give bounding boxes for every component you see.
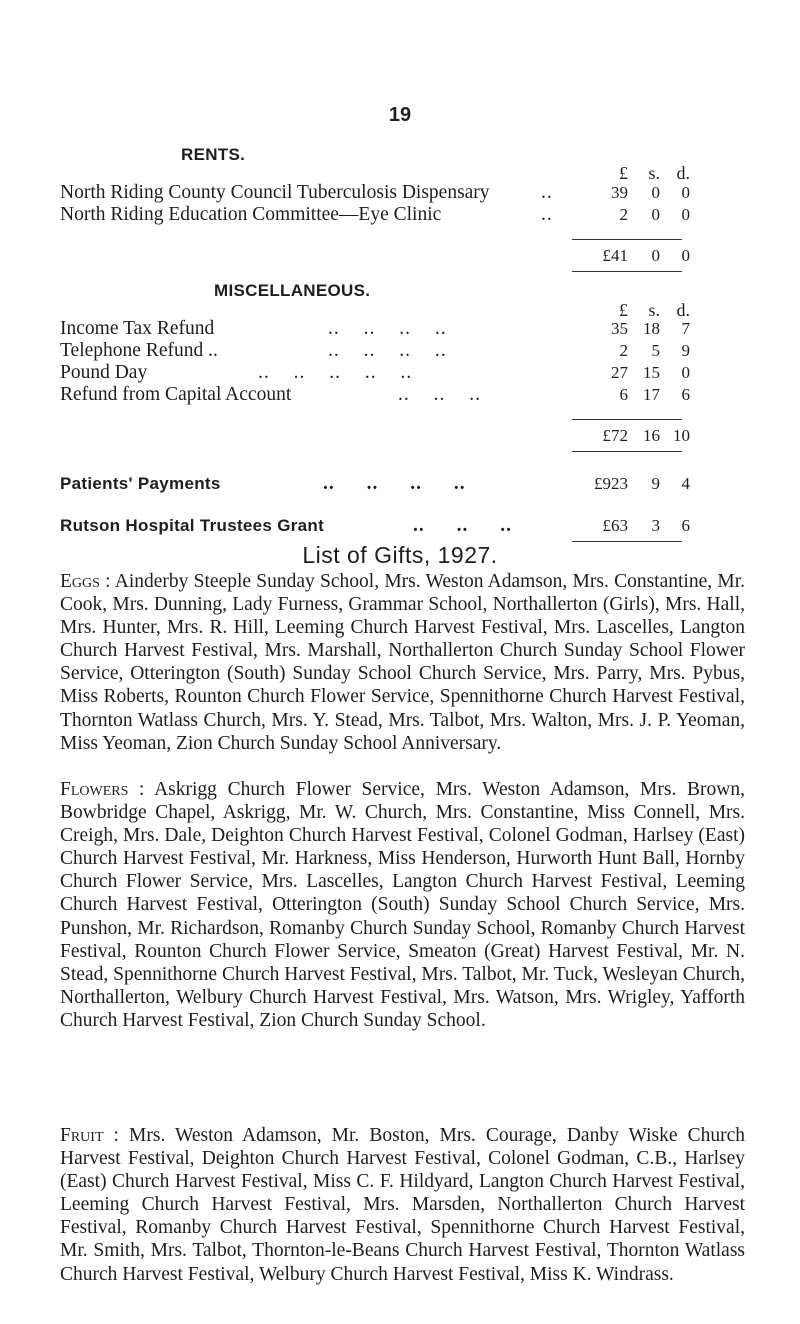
row-label: North Riding Education Committee—Eye Clinic [60,204,442,225]
pence-value: 0 [681,183,690,202]
pound-value: 2 [619,341,628,360]
pound-value: 27 [611,363,628,382]
total-shilling: 0 [651,246,660,265]
pound-header: £ [619,163,628,183]
patients-payments-row [60,473,740,495]
page-number: 19 [388,104,412,126]
rents-total-rule [572,239,682,240]
misc-total-underline [572,451,682,452]
rents-total [60,245,740,267]
pound-value: 39 [611,183,628,202]
misc-row [60,362,740,384]
misc-row [60,340,740,362]
pence-header: d. [676,300,690,320]
rutson-grant-row [60,515,740,537]
rents-heading: RENTS. [181,145,246,164]
gifts-eggs-paragraph [60,570,745,755]
gifts-fruit-list: Mrs. Weston Adamson, Mr. Boston, Mrs. Courage, Danby Wiske Church Harvest Festival, Deighton Church Harvest Festival, Colonel Godman, C.B., Harlsey (East) Church Harvest Festival, Miss C. F. Hildyard, Langton Church Harvest Festival, Leeming Church Harvest Festival, Mrs. Marsden, Northallerton Church Harvest Festival, Romanby Church Harvest Festival, Spennithorne Church Harvest Festival, Mr. Smith, Mrs. Talbot, Thornton-le-Beans Church Harvest Festival, Thornton Watlass Church Harvest Festival, Welbury Church Harvest Festival, Miss K. Windrass. [60,1125,745,1285]
gifts-category-eggs: Eggs : [60,571,111,592]
rents-column-header [60,162,740,184]
misc-row [60,318,740,340]
shilling-header: s. [648,300,660,320]
pence-value: 0 [681,205,690,224]
gifts-flowers-paragraph [60,778,745,1032]
shilling-value: 5 [651,341,660,360]
row-leader-dots: .. .. .. .. .. [258,362,413,383]
rents-total-underline [572,271,682,272]
total-pence: 0 [681,246,690,265]
miscellaneous-heading: MISCELLANEOUS. [214,281,371,300]
gifts-category-flowers: Flowers : [60,779,145,800]
row-label: Income Tax Refund [60,318,215,339]
pence-value: 6 [681,385,690,404]
row-leader-dots: .. [541,204,553,225]
patients-payments-pound: £923 [594,474,628,493]
rutson-grant-pence: 6 [681,516,690,535]
row-leader-dots: .. .. .. .. [328,340,447,361]
row-label: North Riding County Council Tuberculosis Dispensary [60,182,490,203]
row-leader-dots: .. .. .. .. [323,473,466,494]
gifts-category-fruit: Fruit : [60,1125,119,1146]
row-leader-dots: .. .. .. [413,515,512,536]
shilling-value: 18 [643,319,660,338]
misc-total [60,425,740,447]
pound-header: £ [619,300,628,320]
patients-payments-shilling: 9 [651,474,660,493]
shilling-header: s. [648,163,660,183]
total-pound: £41 [602,246,628,265]
gifts-title: List of Gifts, 1927. [302,542,498,568]
patients-payments-pence: 4 [681,474,690,493]
pence-value: 0 [681,363,690,382]
row-label: Pound Day [60,362,148,383]
patients-payments-label: Patients' Payments [60,474,221,493]
gifts-flowers-list: Askrigg Church Flower Service, Mrs. Weston Adamson, Mrs. Brown, Bowbridge Chapel, Askrigg, Mr. W. Church, Mrs. Constantine, Miss Connell, Mrs. Creigh, Mrs. Dale, Deighton Church Harvest Festival, Colonel Godman, Harlsey (East) Church Harvest Festival, Mr. Harkness, Miss Henderson, Hurworth Hunt Ball, Hornby Church Flower Service, Mrs. Lascelles, Langton Church Harvest Festival, Leeming Church Harvest Festival, Otterington (South) Sunday School Church Service, Mrs. Punshon, Mr. Richardson, Romanby Church Sunday School, Romanby Church Harvest Festival, Rounton Church Flower Service, Smeaton (Great) Harvest Festival, Mr. N. Stead, Spennithorne Church Harvest Festival, Mrs. Talbot, Mr. Tuck, Wesleyan Church, Northallerton, Welbury Church Harvest Festival, Mrs. Watson, Mrs. Wrigley, Yafforth Church Harvest Festival, Zion Church Sunday School. [60,779,745,1031]
shilling-value: 17 [643,385,660,404]
rutson-grant-shilling: 3 [651,516,660,535]
row-label: Refund from Capital Account [60,384,292,405]
shilling-value: 0 [651,205,660,224]
total-shilling: 16 [643,426,660,445]
rutson-grant-label: Rutson Hospital Trustees Grant [60,516,325,535]
row-leader-dots: .. .. .. [398,384,481,405]
pence-value: 7 [681,319,690,338]
pence-header: d. [676,163,690,183]
pound-value: 2 [619,205,628,224]
pound-value: 6 [619,385,628,404]
gifts-eggs-list: Ainderby Steeple Sunday School, Mrs. Weston Adamson, Mrs. Constantine, Mr. Cook, Mrs. Dunning, Lady Furness, Grammar School, Northallerton (Girls), Mrs. Hall, Mrs. Hunter, Mrs. R. Hill, Leeming Church Harvest Festival, Mrs. Lascelles, Langton Church Harvest Festival, Mrs. Marshall, Northallerton Church Sunday School Flower Service, Otterington (South) Sunday School Church Service, Mrs. Parry, Mrs. Pybus, Miss Roberts, Rounton Church Flower Service, Spennithorne Church Harvest Festival, Thornton Watlass Church, Mrs. Y. Stead, Mrs. Talbot, Mrs. Walton, Mrs. J. P. Yeoman, Miss Yeoman, Zion Church Sunday School Anniversary. [60,571,745,754]
total-pound: £72 [602,426,628,445]
pence-value: 9 [681,341,690,360]
shilling-value: 15 [643,363,660,382]
shilling-value: 0 [651,183,660,202]
row-label: Telephone Refund .. [60,340,218,361]
rutson-grant-pound: £63 [602,516,628,535]
pound-value: 35 [611,319,628,338]
misc-row [60,384,740,406]
row-leader-dots: .. [541,182,553,203]
rents-row [60,182,740,204]
misc-total-rule [572,419,682,420]
gifts-fruit-paragraph [60,1124,745,1286]
total-pence: 10 [673,426,690,445]
rents-row [60,204,740,226]
row-leader-dots: .. .. .. .. [328,318,447,339]
